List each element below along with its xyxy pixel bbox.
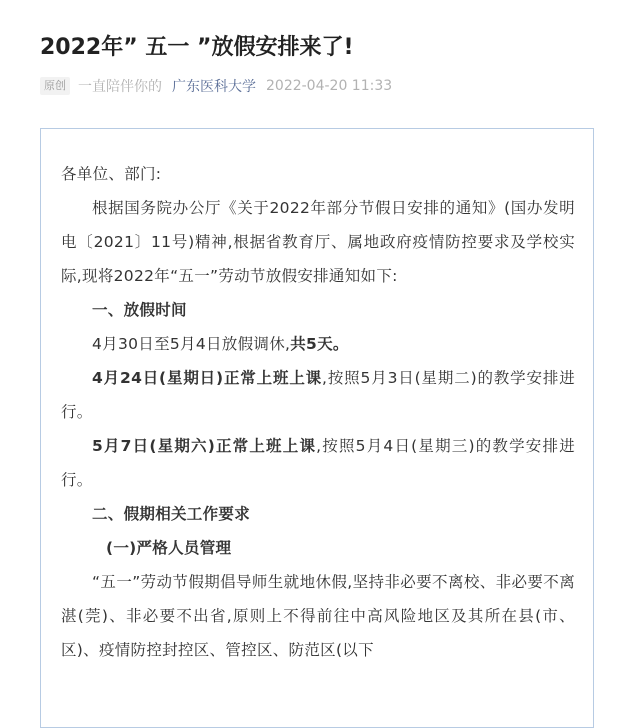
workday-1-date: 4月24日(星期日)正常上班上课 [92, 369, 323, 387]
publish-date: 2022-04-20 11:33 [266, 78, 393, 94]
author-name: 一直陪伴你的 [78, 79, 162, 95]
greeting-paragraph: 各单位、部门: [61, 165, 162, 183]
original-badge: 原创 [40, 77, 70, 95]
holiday-text: 4月30日至5月4日放假调休, [92, 335, 291, 353]
workday-2-date: 5月7日(星期六)正常上班上课 [92, 437, 317, 455]
article-title: 2022年” 五一 ”放假安排来了! [40, 35, 354, 60]
article-content [40, 128, 594, 728]
article-meta [40, 76, 392, 96]
holiday-paragraph [61, 327, 575, 361]
workday-paragraph-2 [61, 429, 575, 497]
personnel-paragraph: “五一”劳动节假期倡导师生就地休假,坚持非必要不离校、非必要不离湛(莞)、非必要不出省,原则上不得前往中高风险地区及其所在县(市、区)、疫情防控封控区、管控区、防范区(以下 [61, 573, 575, 659]
workday-paragraph-1 [61, 361, 575, 429]
holiday-total: 共5天。 [290, 335, 349, 353]
intro-paragraph: 根据国务院办公厅《关于2022年部分节假日安排的通知》(国办发明电〔2021〕11号)精神,根据省教育厅、属地政府疫情防控要求及学校实际,现将2022年“五一”劳动节放假安排通知如下: [61, 199, 575, 285]
section-heading-holiday-time: 一、放假时间 [92, 301, 187, 319]
workday-1-text: ,按照5月3日(星期二)的教学安排进行。 [61, 369, 575, 421]
subsection-heading-personnel: (一)严格人员管理 [105, 539, 232, 557]
account-link[interactable]: 广东医科大学 [172, 79, 256, 95]
section-heading-requirements: 二、假期相关工作要求 [92, 505, 251, 523]
workday-2-text: ,按照5月4日(星期三)的教学安排进行。 [61, 437, 575, 489]
